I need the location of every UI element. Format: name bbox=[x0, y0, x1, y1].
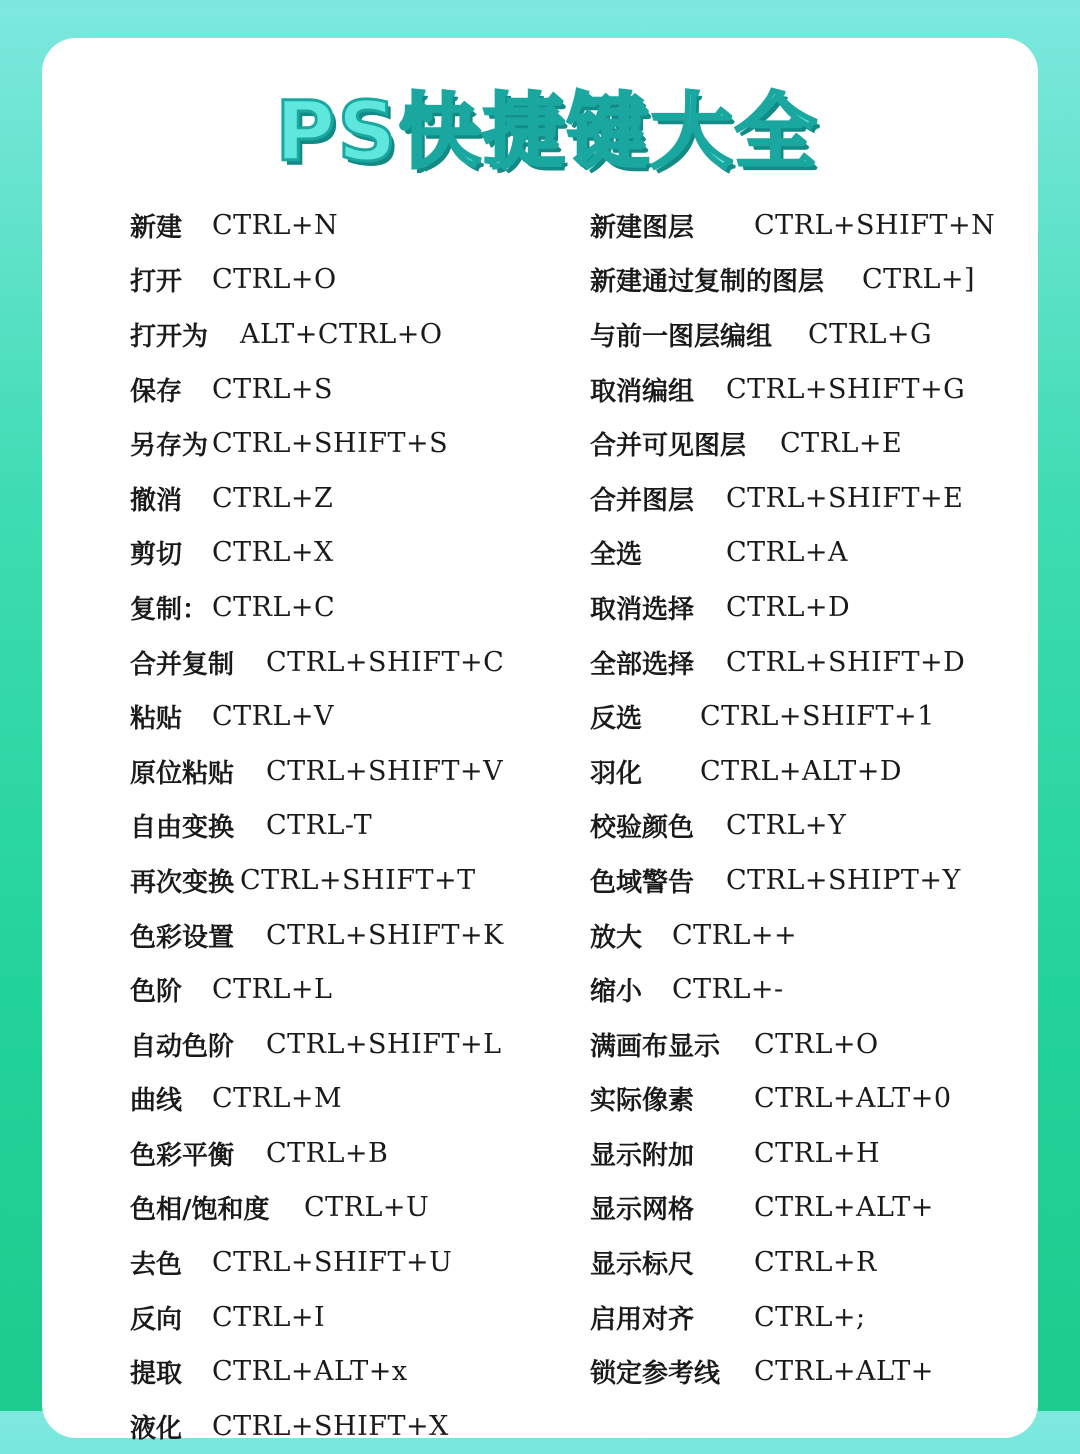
shortcut-name: 色阶 bbox=[130, 977, 183, 1008]
shortcut-keys: CTRL+ALT+0 bbox=[754, 1083, 952, 1115]
shortcut-name: 显示附加 bbox=[590, 1140, 695, 1171]
shortcut-keys: CTRL++ bbox=[672, 919, 798, 951]
shortcut-keys: CTRL+Z bbox=[212, 482, 334, 514]
shortcut-row bbox=[590, 853, 1080, 908]
shortcut-keys: CTRL+SHIFT+K bbox=[266, 919, 504, 951]
shortcut-row bbox=[130, 635, 570, 690]
shortcut-name: 自由变换 bbox=[130, 813, 235, 844]
shortcut-name: 全部选择 bbox=[590, 649, 695, 680]
shortcut-name: 反向 bbox=[130, 1304, 183, 1335]
shortcut-row bbox=[590, 1290, 1080, 1345]
shortcut-name: 自动色阶 bbox=[130, 1031, 235, 1062]
shortcut-name: 复制： bbox=[130, 594, 209, 625]
shortcut-row bbox=[590, 689, 1080, 744]
shortcut-keys: CTRL+D bbox=[726, 591, 851, 623]
shortcut-keys: CTRL+V bbox=[212, 701, 335, 733]
shortcut-keys: CTRL+I bbox=[212, 1301, 326, 1333]
shortcut-keys: CTRL+N bbox=[212, 209, 339, 241]
shortcut-row bbox=[590, 198, 1080, 253]
shortcut-keys: CTRL+H bbox=[754, 1137, 881, 1169]
shortcut-row bbox=[130, 362, 570, 417]
shortcut-keys: CTRL+E bbox=[780, 428, 903, 460]
shortcut-keys: CTRL+C bbox=[212, 591, 336, 623]
shortcut-row bbox=[590, 307, 1080, 362]
shortcut-keys: CTRL+SHIFT+G bbox=[726, 373, 966, 405]
shortcut-name: 取消选择 bbox=[590, 594, 695, 625]
shortcut-name: 合并可见图层 bbox=[590, 431, 747, 462]
shortcut-name: 取消编组 bbox=[590, 376, 695, 407]
shortcut-name: 合并复制 bbox=[130, 649, 235, 680]
shortcut-row bbox=[130, 1344, 570, 1399]
shortcut-row bbox=[130, 689, 570, 744]
shortcut-keys: ALT+CTRL+O bbox=[240, 318, 443, 350]
shortcut-name: 曲线 bbox=[130, 1086, 183, 1117]
shortcut-keys: CTRL+SHIFT+S bbox=[212, 428, 449, 460]
shortcut-row bbox=[130, 526, 570, 581]
shortcut-keys: CTRL+ALT+x bbox=[212, 1356, 408, 1388]
shortcut-keys: CTRL+ALT+ bbox=[754, 1192, 934, 1224]
shortcut-row bbox=[130, 1290, 570, 1345]
shortcut-row bbox=[130, 1181, 570, 1236]
content-card bbox=[42, 38, 1038, 1444]
shortcut-row bbox=[590, 799, 1080, 854]
shortcut-keys: CTRL+X bbox=[212, 537, 334, 569]
shortcut-keys: CTRL+] bbox=[862, 264, 976, 296]
shortcut-name: 色相/饱和度 bbox=[130, 1195, 270, 1226]
shortcut-keys: CTRL+ALT+ bbox=[754, 1356, 934, 1388]
shortcut-name: 显示标尺 bbox=[590, 1250, 695, 1281]
shortcut-keys: CTRL+; bbox=[754, 1301, 866, 1333]
shortcut-name: 放大 bbox=[590, 922, 643, 953]
shortcut-row bbox=[590, 1126, 1080, 1181]
shortcut-row bbox=[590, 908, 1080, 963]
shortcut-name: 校验颜色 bbox=[590, 813, 695, 844]
shortcut-keys: CTRL+ALT+D bbox=[700, 755, 903, 787]
shortcut-name: 与前一图层编组 bbox=[590, 321, 773, 352]
shortcut-keys: CTRL-T bbox=[266, 810, 373, 842]
left-shortcut-column bbox=[130, 198, 570, 1454]
shortcut-row bbox=[130, 580, 570, 635]
shortcut-keys: CTRL+SHIFT+V bbox=[266, 755, 504, 787]
shortcut-row bbox=[590, 1017, 1080, 1072]
shortcut-name: 锁定参考线 bbox=[590, 1359, 721, 1390]
shortcut-name: 色彩设置 bbox=[130, 922, 235, 953]
shortcut-row bbox=[590, 1344, 1080, 1399]
shortcut-row bbox=[590, 253, 1080, 308]
shortcut-keys: CTRL+G bbox=[808, 318, 933, 350]
shortcut-keys: CTRL+O bbox=[754, 1028, 879, 1060]
shortcut-name: 色彩平衡 bbox=[130, 1140, 235, 1171]
shortcut-name: 缩小 bbox=[590, 977, 643, 1008]
shortcut-keys: CTRL+S bbox=[212, 373, 334, 405]
shortcut-keys: CTRL+SHIPT+Y bbox=[726, 864, 961, 896]
shortcut-row bbox=[590, 416, 1080, 471]
shortcut-name: 打开 bbox=[130, 267, 183, 298]
shortcut-row bbox=[130, 1235, 570, 1290]
shortcut-row bbox=[130, 198, 570, 253]
shortcut-row bbox=[130, 471, 570, 526]
shortcut-row bbox=[130, 962, 570, 1017]
shortcut-row bbox=[590, 744, 1080, 799]
shortcut-name: 再次变换 bbox=[130, 867, 235, 898]
shortcut-keys: CTRL+A bbox=[726, 537, 849, 569]
shortcut-name: 合并图层 bbox=[590, 485, 695, 516]
shortcut-name: 新建通过复制的图层 bbox=[590, 267, 825, 298]
shortcut-name: 羽化 bbox=[590, 758, 643, 789]
shortcut-keys: CTRL+SHIFT+T bbox=[240, 864, 476, 896]
shortcut-name: 提取 bbox=[130, 1359, 183, 1390]
shortcut-row bbox=[590, 1072, 1080, 1127]
shortcut-row bbox=[130, 1126, 570, 1181]
page-title: PS快捷键大全 bbox=[275, 85, 819, 180]
shortcut-name: 粘贴 bbox=[130, 704, 183, 735]
shortcut-row bbox=[590, 1235, 1080, 1290]
shortcut-name: 实际像素 bbox=[590, 1086, 695, 1117]
shortcut-name: 反选 bbox=[590, 704, 643, 735]
shortcut-name: 全选 bbox=[590, 540, 643, 571]
shortcut-name: 液化 bbox=[130, 1413, 183, 1444]
shortcut-keys: CTRL+SHIFT+1 bbox=[700, 701, 935, 733]
right-shortcut-column bbox=[590, 198, 1080, 1399]
shortcut-name: 打开为 bbox=[130, 321, 209, 352]
shortcut-row bbox=[130, 253, 570, 308]
shortcut-keys: CTRL+L bbox=[212, 974, 333, 1006]
shortcut-row bbox=[590, 471, 1080, 526]
shortcut-keys: CTRL+SHIFT+N bbox=[754, 209, 996, 241]
shortcut-name: 满画布显示 bbox=[590, 1031, 721, 1062]
shortcut-row bbox=[590, 526, 1080, 581]
shortcut-keys: CTRL+SHIFT+C bbox=[266, 646, 505, 678]
shortcut-keys: CTRL+SHIFT+L bbox=[266, 1028, 502, 1060]
shortcut-name: 保存 bbox=[130, 376, 183, 407]
shortcut-keys: CTRL+SHIFT+U bbox=[212, 1247, 453, 1279]
shortcut-row bbox=[590, 1181, 1080, 1236]
shortcut-name: 色域警告 bbox=[590, 867, 695, 898]
shortcut-row bbox=[130, 799, 570, 854]
shortcut-name: 去色 bbox=[130, 1250, 183, 1281]
shortcut-row bbox=[590, 580, 1080, 635]
shortcut-name: 启用对齐 bbox=[590, 1304, 695, 1335]
shortcut-row bbox=[590, 635, 1080, 690]
shortcut-row bbox=[130, 744, 570, 799]
shortcut-keys: CTRL+R bbox=[754, 1247, 877, 1279]
shortcut-row bbox=[130, 1399, 570, 1454]
shortcut-row bbox=[130, 853, 570, 908]
shortcut-keys: CTRL+- bbox=[672, 974, 784, 1006]
shortcut-name: 剪切 bbox=[130, 540, 183, 571]
shortcut-row bbox=[130, 307, 570, 362]
shortcut-name: 显示网格 bbox=[590, 1195, 695, 1226]
shortcut-name: 新建图层 bbox=[590, 212, 695, 243]
shortcut-name: 另存为 bbox=[130, 431, 209, 462]
shortcut-row bbox=[130, 416, 570, 471]
shortcut-keys: CTRL+M bbox=[212, 1083, 343, 1115]
shortcut-keys: CTRL+B bbox=[266, 1137, 389, 1169]
shortcut-keys: CTRL+O bbox=[212, 264, 337, 296]
shortcut-row bbox=[590, 362, 1080, 417]
shortcut-row bbox=[590, 962, 1080, 1017]
shortcut-row bbox=[130, 1017, 570, 1072]
shortcut-keys: CTRL+SHIFT+E bbox=[726, 482, 964, 514]
shortcut-row bbox=[130, 1072, 570, 1127]
shortcut-keys: CTRL+SHIFT+D bbox=[726, 646, 966, 678]
shortcut-keys: CTRL+Y bbox=[726, 810, 847, 842]
shortcut-row bbox=[130, 908, 570, 963]
shortcut-name: 新建 bbox=[130, 212, 183, 243]
shortcut-name: 原位粘贴 bbox=[130, 758, 235, 789]
shortcut-keys: CTRL+SHIFT+X bbox=[212, 1410, 449, 1442]
shortcut-keys: CTRL+U bbox=[304, 1192, 430, 1224]
shortcut-name: 撤消 bbox=[130, 485, 183, 516]
